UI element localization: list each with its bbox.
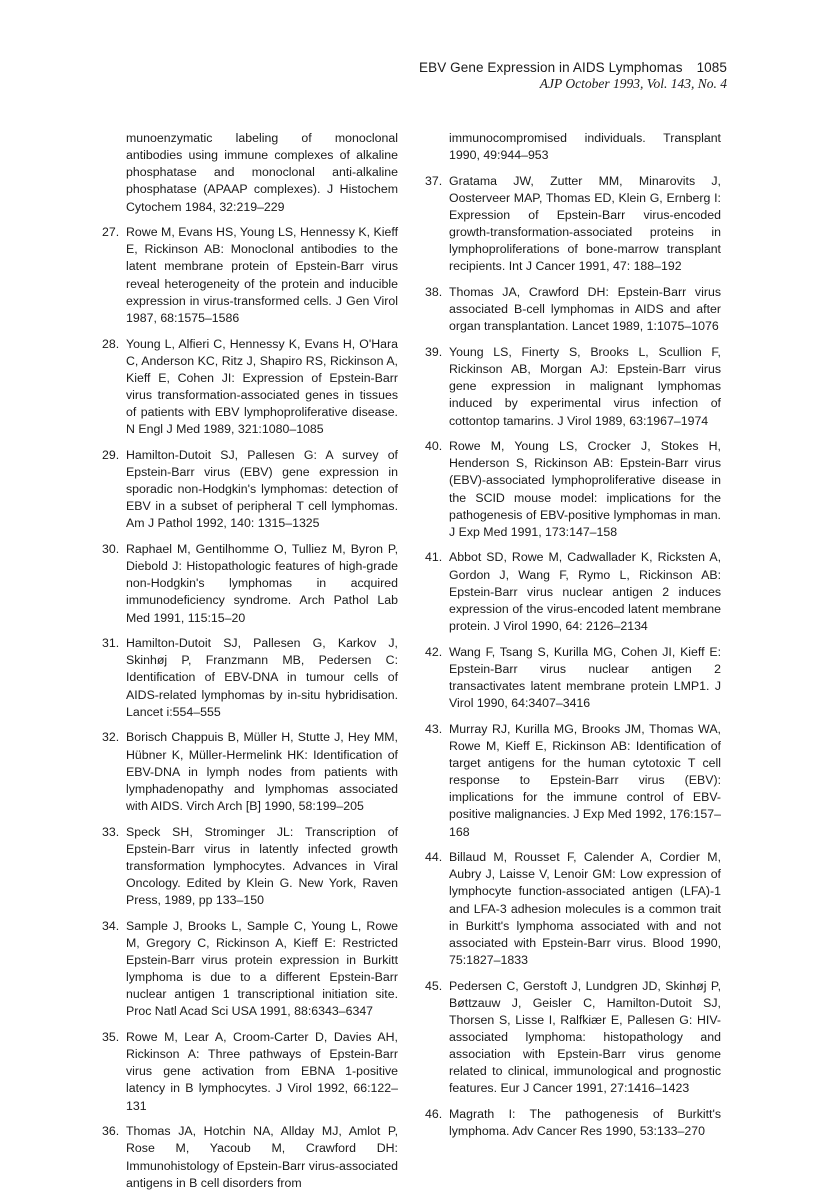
page-number: 1085	[696, 60, 727, 75]
reference-text: Raphael M, Gentilhomme O, Tulliez M, Byron P, Diebold J: Histopathologic features of high-grade non-Hodgkin's lymphomas in acquired immunodeficiency syndrome. Arch Pathol Lab Med 1991, 115:15–20	[126, 542, 398, 625]
reference-text: Young L, Alfieri C, Hennessy K, Evans H, O'Hara C, Anderson KC, Ritz J, Shapiro RS, Rickinson A, Kieff E, Cohen JI: Expression of Epstein-Barr virus transformation-associated genes in tissues of patients with EBV lymphoproliferative disease. N Engl J Med 1989, 321:1080–1085	[126, 336, 398, 437]
reference-text: Hamilton-Dutoit SJ, Pallesen G, Karkov J, Skinhøj P, Franzmann MB, Pedersen C: Identification of EBV-DNA in tumour cells of AIDS-related lymphomas by in-situ hybridisation. Lancet i:554–555	[126, 636, 398, 719]
reference-text: Thomas JA, Crawford DH: Epstein-Barr virus associated B-cell lymphomas in AIDS and after organ transplantation. Lancet 1989, 1:1075–1076	[449, 285, 721, 334]
reference-number: 43.	[425, 721, 443, 736]
reference-text: Speck SH, Strominger JL: Transcription of Epstein-Barr virus in latently infected growth transformation lymphocytes. Advances in Viral Oncology. Edited by Klein G. New York, Raven Press, 1989, pp 133–150	[126, 824, 398, 908]
reference-text: Magrath I: The pathogenesis of Burkitt's lymphoma. Adv Cancer Res 1990, 53:133–270	[449, 1107, 721, 1139]
reference-item	[425, 284, 721, 335]
reference-item	[102, 541, 398, 627]
reference-text: Billaud M, Rousset F, Calender A, Cordier M, Aubry J, Laisse V, Lenoir GM: Low expression of lymphocyte function-associated antigen (LFA)-1 and LFA-3 adhesion molecules is a common trait in Burkitt's lymphoma associated with and not associated with Epstein-Barr virus. Blood 1990, 75:1827–1833	[449, 850, 721, 967]
reference-text: Rowe M, Evans HS, Young LS, Hennessy K, Kieff E, Rickinson AB: Monoclonal antibodies to the latent membrane protein of Epstein-Barr virus reveal heterogeneity of the protein and inducible expression in virus-transformed cells. J Gen Virol 1987, 68:1575–1586	[126, 225, 398, 325]
reference-item	[102, 130, 398, 216]
reference-text: Gratama JW, Zutter MM, Minarovits J, Oosterveer MAP, Thomas ED, Klein G, Ernberg I: Expression of Epstein-Barr virus-encoded growth-transformation-associated proteins in lymphoproliferations of bone-marrow transplant recipients. Int J Cancer 1991, 47: 188–192	[449, 173, 721, 274]
reference-number: 36.	[102, 1124, 120, 1139]
reference-number: 29.	[102, 447, 120, 462]
reference-number: 45.	[425, 978, 443, 993]
reference-item	[102, 824, 398, 910]
reference-number: 30.	[102, 542, 120, 556]
reference-text: munoenzymatic labeling of monoclonal antibodies using immune complexes of alkaline phosphatase and monoclonal anti-alkaline phosphatase (APAAP complexes). J Histochem Cytochem 1984, 32:219–229	[126, 131, 398, 214]
reference-column-right	[425, 130, 721, 1149]
reference-number: 34.	[102, 918, 120, 933]
reference-item	[102, 918, 398, 1021]
reference-number: 31.	[102, 636, 120, 651]
reference-item	[102, 1123, 398, 1192]
reference-item	[425, 721, 721, 841]
reference-number: 46.	[425, 1107, 443, 1122]
running-header	[419, 60, 727, 92]
reference-number: 44.	[425, 850, 443, 865]
reference-item	[102, 447, 398, 533]
reference-item	[102, 224, 398, 327]
reference-item	[425, 344, 721, 430]
reference-number: 37.	[425, 173, 443, 188]
reference-text: Abbot SD, Rowe M, Cadwallader K, Ricksten A, Gordon J, Wang F, Rymo L, Rickinson AB: Epstein-Barr virus nuclear antigen 2 induces expression of the virus-encoded latent membrane protein. J Virol 1990, 64: 2126–2134	[449, 550, 721, 634]
reference-text: Young LS, Finerty S, Brooks L, Scullion F, Rickinson AB, Morgan AJ: Epstein-Barr virus gene expression in malignant lymphomas induced by experimental virus infection of cottontop tamarins. J Virol 1989, 63:1967–1974	[449, 344, 721, 428]
reference-item	[425, 130, 721, 164]
reference-item	[425, 644, 721, 713]
header-title: EBV Gene Expression in AIDS Lymphomas	[418, 60, 683, 75]
reference-column-left	[102, 130, 398, 1200]
reference-text: Sample J, Brooks L, Sample C, Young L, Rowe M, Gregory C, Rickinson A, Kieff E: Restricted Epstein-Barr virus protein expression in Burkitt lymphoma is due to a different Epstein-Barr nuclear antigen 1 transcriptional initiation site. Proc Natl Acad Sci USA 1991, 88:6343–6347	[126, 918, 398, 1019]
reference-number: 32.	[102, 730, 120, 745]
reference-text: Wang F, Tsang S, Kurilla MG, Cohen JI, Kieff E: Epstein-Barr virus nuclear antigen 2 transactivates latent membrane protein LMP1. J Virol 1990, 64:3407–3416	[449, 644, 721, 711]
reference-number: 39.	[425, 344, 443, 359]
reference-text: Murray RJ, Kurilla MG, Brooks JM, Thomas WA, Rowe M, Kieff E, Rickinson AB: Identification of target antigens for the human cytotoxic T cell response to Epstein-Barr virus (EBV): implications for the immune control of EBV-positive malignancies. J Exp Med 1992, 176:157–168	[449, 721, 721, 839]
reference-text: Thomas JA, Hotchin NA, Allday MJ, Amlot P, Rose M, Yacoub M, Crawford DH: Immunohistology of Epstein-Barr virus-associated antigens in B cell disorders from	[126, 1124, 398, 1190]
reference-item	[102, 1029, 398, 1115]
reference-number: 28.	[102, 336, 120, 351]
header-title-line	[419, 60, 727, 76]
reference-text: immunocompromised individuals. Transplant 1990, 49:944–953	[449, 131, 721, 163]
reference-text: Hamilton-Dutoit SJ, Pallesen G: A survey of Epstein-Barr virus (EBV) gene expression in sporadic non-Hodgkin's lymphomas: detection of EBV in a subset of peripheral T cell lymphomas. Am J Pathol 1992, 140: 1315–1325	[126, 447, 398, 531]
reference-number: 40.	[425, 439, 443, 454]
reference-number: 33.	[102, 824, 120, 839]
reference-item	[425, 978, 721, 1098]
reference-text: Rowe M, Young LS, Crocker J, Stokes H, Henderson S, Rickinson AB: Epstein-Barr virus (EBV)-associated lymphoproliferative disease in the SCID mouse model: implications for the pathogenesis of EBV-positive lymphomas in man. J Exp Med 1991, 173:147–158	[449, 439, 721, 539]
reference-item	[425, 438, 721, 541]
reference-item	[102, 336, 398, 439]
reference-item	[102, 635, 398, 721]
reference-item	[425, 173, 721, 276]
reference-text: Pedersen C, Gerstoft J, Lundgren JD, Skinhøj P, Bøttzauw J, Geisler C, Hamilton-Dutoit SJ, Thorsen S, Lisse I, Ralfkiær E, Pallesen G: HIV-associated lymphoma: histopathology and association with Epstein-Barr virus genome related to clinical, immunological and prognostic features. Eur J Cancer 1991, 27:1416–1423	[449, 978, 721, 1096]
reference-item	[425, 1106, 721, 1140]
reference-item	[425, 549, 721, 635]
reference-number: 38.	[425, 285, 443, 300]
journal-citation: AJP October 1993, Vol. 143, No. 4	[539, 76, 727, 91]
reference-number: 35.	[102, 1030, 120, 1045]
reference-text: Rowe M, Lear A, Croom-Carter D, Davies AH, Rickinson A: Three pathways of Epstein-Barr virus gene activation from EBNA 1-positive latency in B lymphocytes. J Virol 1992, 66:122–131	[126, 1030, 398, 1113]
reference-number: 42.	[425, 644, 443, 659]
reference-number: 41.	[425, 550, 443, 565]
reference-item	[102, 729, 398, 815]
reference-item	[425, 849, 721, 969]
reference-text: Borisch Chappuis B, Müller H, Stutte J, Hey MM, Hübner K, Müller-Hermelink HK: Identification of EBV-DNA in lymph nodes from patients with lymphadenopathy and lymphomas associated with AIDS. Virch Arch [B] 1990, 58:199–205	[126, 730, 398, 813]
reference-number: 27.	[102, 225, 120, 240]
